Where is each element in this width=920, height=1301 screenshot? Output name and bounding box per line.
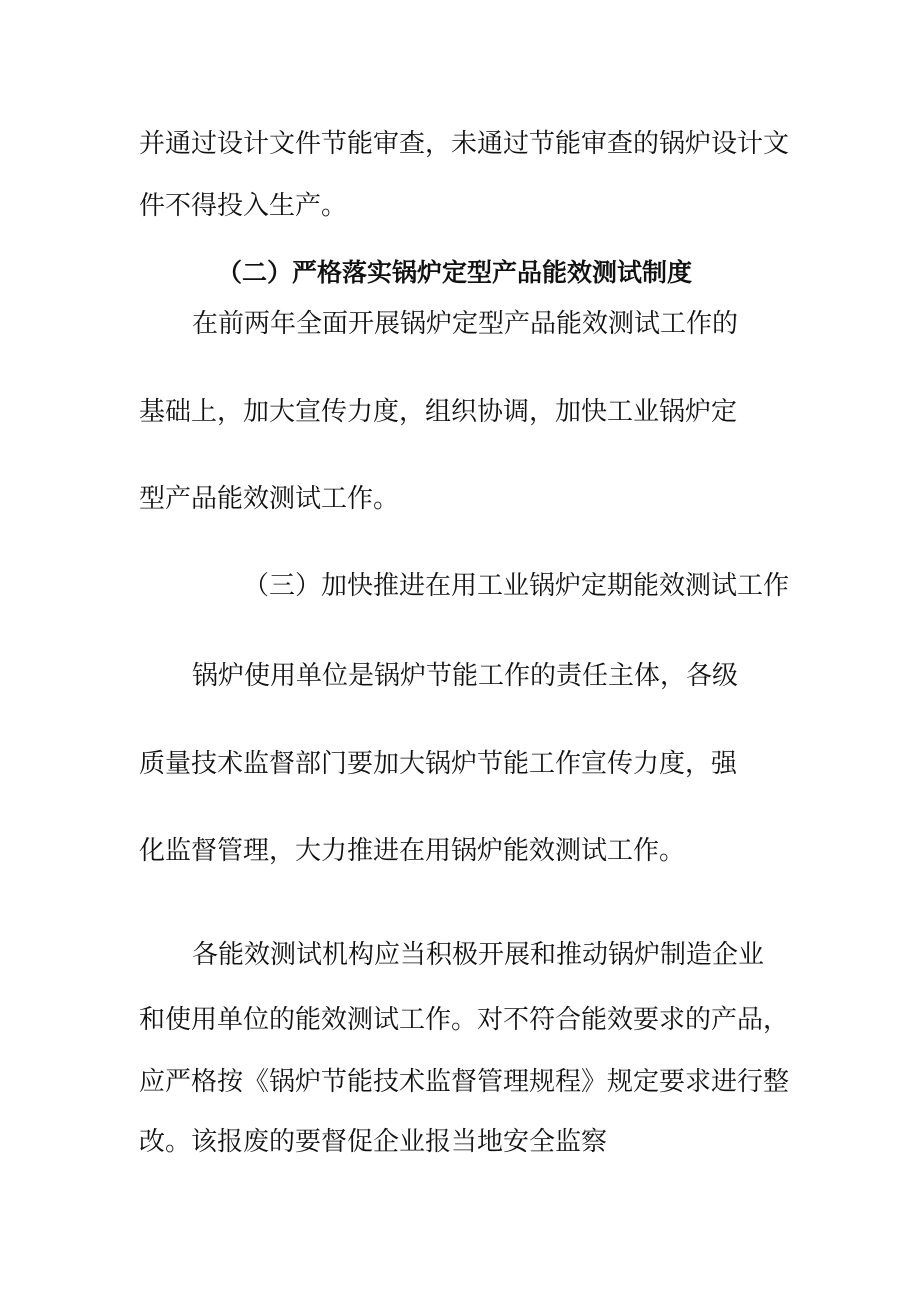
- text-line: 质量技术监督部门要加大锅炉节能工作宣传力度，强: [139, 749, 738, 779]
- text-line: 各能效测试机构应当积极开展和推动锅炉制造企业: [192, 940, 765, 970]
- text-line: 件不得投入生产。: [139, 191, 348, 221]
- text-line: 并通过设计文件节能审查，未通过节能审查的锅炉设计文: [139, 129, 790, 159]
- text-line: 在前两年全面开展锅炉定型产品能效测试工作的: [192, 309, 739, 339]
- text-line: 型产品能效测试工作。: [139, 484, 400, 514]
- text-line: 锅炉使用单位是锅炉节能工作的责任主体，各级: [192, 661, 739, 691]
- text-line: 和使用单位的能效测试工作。对不符合能效要求的产品，: [139, 1005, 790, 1035]
- section-heading: （三）加快推进在用工业锅炉定期能效测试工作: [243, 571, 790, 601]
- section-heading: （二）严格落实锅炉定型产品能效测试制度: [217, 258, 693, 287]
- text-line: 化监督管理，大力推进在用锅炉能效测试工作。: [139, 836, 686, 866]
- text-line: 应严格按《锅炉节能技术监督管理规程》规定要求进行整: [139, 1067, 790, 1097]
- text-line: 基础上，加大宣传力度，组织协调，加快工业锅炉定: [139, 397, 738, 427]
- text-line: 改。该报废的要督促企业报当地安全监察: [139, 1127, 608, 1157]
